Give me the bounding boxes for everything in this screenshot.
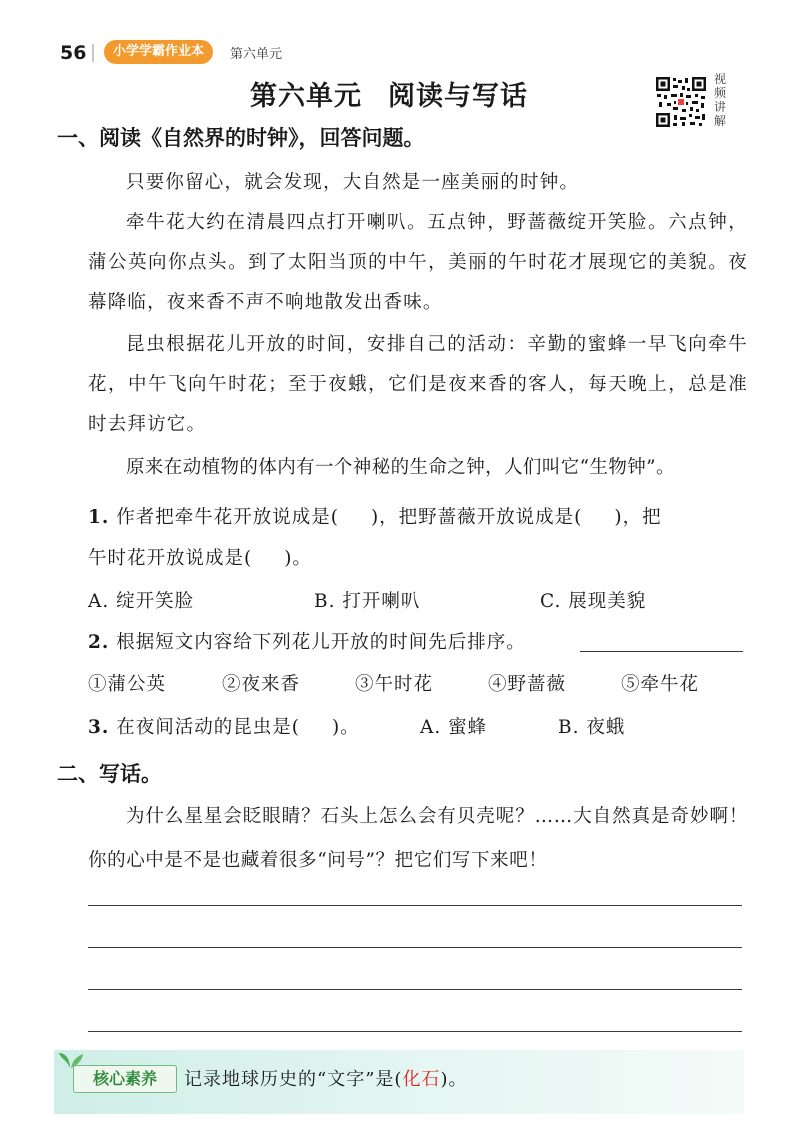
option-b[interactable]: B. 打开喇叭 bbox=[314, 591, 421, 612]
flower-option-3: ③午时花 bbox=[355, 674, 434, 695]
section-reading-heading: 一、阅读《自然界的时钟》，回答问题。 bbox=[57, 125, 425, 150]
writing-prompt: 为什么星星会眨眼睛？石头上怎么会有贝壳呢？……大自然真是奇妙啊！你的心中是不是也藏着很多“问号”？把它们写下来吧！ bbox=[88, 806, 748, 871]
option-a[interactable]: A. 绽开笑脸 bbox=[88, 591, 195, 612]
qr-code-icon[interactable] bbox=[655, 76, 707, 128]
question-2-text: 根据短文内容给下列花儿开放的时间先后排序。 bbox=[116, 632, 526, 653]
page-title bbox=[250, 74, 528, 113]
question-2-number: 2. bbox=[88, 632, 110, 653]
core-answer: 化石 bbox=[402, 1069, 441, 1090]
core-literacy-text bbox=[184, 1065, 467, 1091]
writing-line[interactable] bbox=[88, 905, 742, 906]
header-divider bbox=[92, 44, 94, 62]
question-1-text-b: )，把野蔷薇开放说成是( bbox=[370, 507, 583, 528]
passage-paragraph-3: 昆虫根据花儿开放的时间，安排自己的活动：辛勤的蜜蜂一早飞向牵牛花，中午飞向午时花；至于夜蛾，它们是夜来香的客人，每天晚上，总是准时去拜访它。 bbox=[88, 334, 748, 435]
qr-video-label: 视频讲解 bbox=[713, 72, 726, 128]
core-text-before: 记录地球历史的“文字”是( bbox=[184, 1069, 403, 1090]
question-3-number: 3. bbox=[88, 717, 110, 738]
question-1-number: 1. bbox=[88, 507, 110, 528]
passage-paragraph-1: 只要你留心，就会发现，大自然是一座美丽的时钟。 bbox=[126, 172, 580, 193]
question-1-text-c: )，把 bbox=[614, 507, 662, 528]
flower-option-5: ⑤牵牛花 bbox=[621, 674, 700, 695]
passage-paragraph-4: 原来在动植物的体内有一个神秘的生命之钟，人们叫它“生物钟”。 bbox=[126, 457, 675, 478]
question-1-text-d: 午时花开放说成是( bbox=[88, 548, 253, 569]
writing-line[interactable] bbox=[88, 947, 742, 948]
page-title-topic: 阅读与写话 bbox=[388, 81, 528, 112]
option-b[interactable]: B. 夜蛾 bbox=[558, 717, 626, 738]
writing-line[interactable] bbox=[88, 1031, 742, 1032]
unit-tag: 第六单元 bbox=[230, 47, 283, 62]
question-1-text-e: )。 bbox=[284, 548, 312, 569]
question-3-text-a: 在夜间活动的昆虫是( bbox=[116, 717, 300, 738]
book-name-badge: 小学学霸作业本 bbox=[104, 40, 213, 64]
question-1-text-a: 作者把牵牛花开放说成是( bbox=[116, 507, 339, 528]
core-literacy-badge: 核心素养 bbox=[73, 1065, 177, 1093]
page-number: 56 bbox=[60, 42, 87, 64]
option-a[interactable]: A. 蜜蜂 bbox=[420, 717, 488, 738]
question-1 bbox=[88, 503, 662, 529]
flower-option-1: ①蒲公英 bbox=[88, 674, 167, 695]
passage-paragraph-2: 牵牛花大约在清晨四点打开喇叭。五点钟，野蔷薇绽开笑脸。六点钟，蒲公英向你点头。到了太阳当顶的中午，美丽的午时花才展现它的美貌。夜幕降临，夜来香不声不响地散发出香味。 bbox=[88, 212, 748, 313]
answer-line[interactable] bbox=[580, 651, 743, 652]
question-3 bbox=[88, 713, 360, 739]
writing-line[interactable] bbox=[88, 989, 742, 990]
page-title-unit: 第六单元 bbox=[250, 81, 362, 112]
question-3-text-b: )。 bbox=[331, 717, 360, 738]
option-c[interactable]: C. 展现美貌 bbox=[540, 591, 647, 612]
core-text-after: )。 bbox=[440, 1069, 468, 1090]
flower-option-2: ②夜来香 bbox=[222, 674, 301, 695]
flower-option-4: ④野蔷薇 bbox=[488, 674, 567, 695]
section-writing-heading: 二、写话。 bbox=[57, 761, 162, 786]
question-1-cont bbox=[88, 544, 312, 570]
question-2 bbox=[88, 628, 526, 654]
